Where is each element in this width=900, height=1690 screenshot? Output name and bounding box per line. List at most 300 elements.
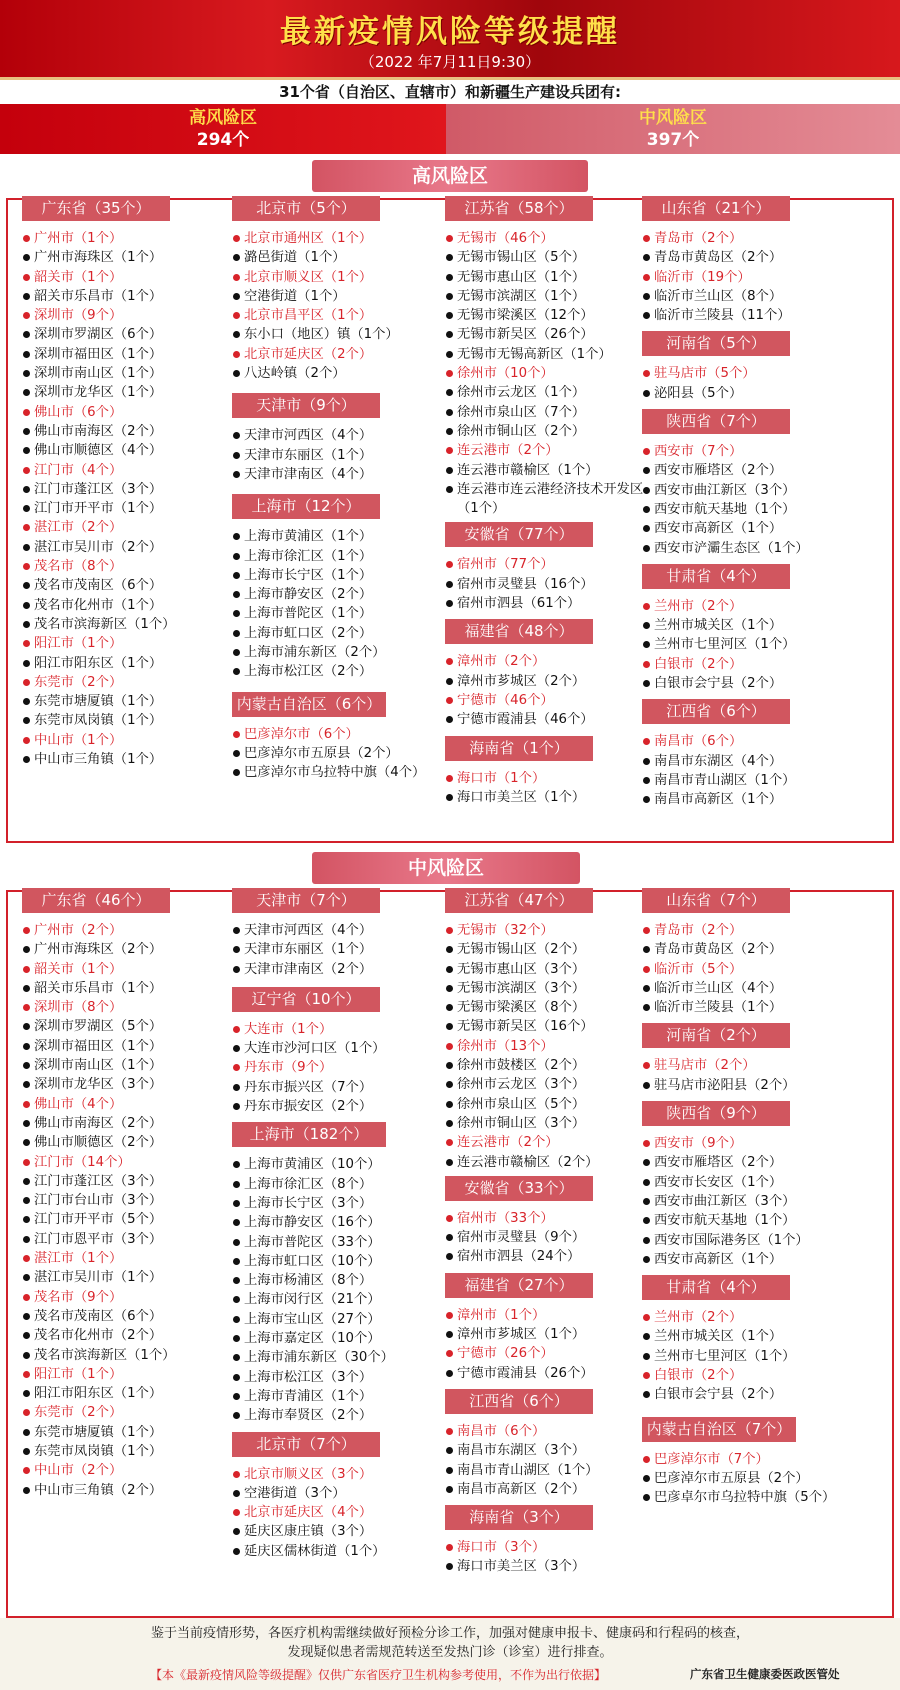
item-label: 西安市浐灞生态区（1个） — [654, 540, 809, 556]
district-item — [445, 403, 655, 422]
item-label: 无锡市锡山区（5个） — [457, 250, 586, 266]
district-item — [232, 1213, 452, 1232]
city-item — [445, 1538, 655, 1557]
province-header: 上海市（12个） — [232, 494, 380, 519]
district-item — [232, 325, 452, 344]
bullet-icon — [445, 1538, 457, 1557]
bullet-icon — [22, 1365, 34, 1384]
item-label: 深圳市罗湖区（6个） — [34, 327, 163, 343]
bullet-icon — [445, 652, 457, 671]
item-label: 无锡市锡山区（2个） — [457, 942, 586, 958]
district-item — [232, 1329, 452, 1348]
district-item — [22, 1307, 232, 1326]
bullet-icon — [445, 1557, 457, 1576]
province-group — [642, 196, 890, 325]
item-label: 南昌市青山湖区（1个） — [457, 1462, 599, 1478]
bullet-icon — [445, 769, 457, 788]
bullet-icon — [445, 480, 457, 499]
city-item — [22, 268, 232, 287]
district-item — [22, 1481, 232, 1500]
district-item — [22, 1191, 232, 1210]
district-item — [22, 1346, 232, 1365]
bullet-icon — [642, 790, 654, 809]
bullet-icon — [642, 1134, 654, 1153]
city-item — [445, 229, 655, 248]
bullet-icon — [642, 597, 654, 616]
item-label: 白银市（2个） — [654, 656, 743, 672]
bullet-icon — [232, 1020, 244, 1039]
district-item — [22, 1037, 232, 1056]
item-label: 西安市高新区（1个） — [654, 521, 783, 537]
item-label: 兰州市（2个） — [654, 598, 743, 614]
item-label: 深圳市龙华区（1个） — [34, 385, 163, 401]
bullet-icon — [642, 998, 654, 1017]
item-label: 阳江市（1个） — [34, 636, 123, 652]
city-item — [22, 229, 232, 248]
district-item — [445, 1114, 655, 1133]
city-item — [445, 1422, 655, 1441]
district-item — [232, 1484, 452, 1503]
province-header: 陕西省（7个） — [642, 409, 790, 434]
bullet-icon — [22, 1037, 34, 1056]
item-label: 上海市闵行区（21个） — [244, 1292, 381, 1308]
province-header: 内蒙古自治区（6个） — [232, 692, 386, 717]
bullet-icon — [22, 1095, 34, 1114]
bullet-icon — [642, 384, 654, 403]
city-item — [22, 673, 232, 692]
mid-column-2 — [232, 888, 452, 1561]
issuer: 广东省卫生健康委医政医管处 — [690, 1667, 840, 1681]
city-item — [22, 998, 232, 1017]
district-item — [232, 1175, 452, 1194]
item-label: 临沂市兰山区（8个） — [654, 288, 783, 304]
item-label: 南昌市高新区（1个） — [654, 792, 783, 808]
bullet-icon — [642, 1450, 654, 1469]
item-label: 白银市会宁县（2个） — [654, 1387, 783, 1403]
bullet-icon — [232, 1078, 244, 1097]
bullet-icon — [445, 594, 457, 613]
item-label: 南昌市东湖区（3个） — [457, 1443, 586, 1459]
item-label: 连云港市赣榆区（1个） — [457, 462, 599, 478]
province-group — [22, 196, 232, 769]
bullet-icon — [22, 921, 34, 940]
district-item — [232, 1348, 452, 1367]
province-header: 安徽省（77个） — [445, 522, 593, 547]
item-label: 南昌市东湖区（4个） — [654, 753, 783, 769]
intro-text: 31个省（自治区、直辖市）和新疆生产建设兵团有: — [279, 83, 621, 101]
city-item — [22, 921, 232, 940]
item-label: 江门市台山市（3个） — [34, 1193, 163, 1209]
city-item — [22, 1249, 232, 1268]
district-item — [232, 1387, 452, 1406]
city-item — [642, 1366, 890, 1385]
district-item — [445, 1557, 655, 1576]
district-item — [22, 596, 232, 615]
high-column-2 — [232, 196, 452, 783]
bullet-icon — [22, 1056, 34, 1075]
item-label: 上海市浦东新区（2个） — [244, 645, 386, 661]
bullet-icon — [642, 442, 654, 461]
district-item — [22, 345, 232, 364]
district-item — [445, 1075, 655, 1094]
district-item — [445, 1247, 655, 1266]
district-item — [232, 1290, 452, 1309]
district-item — [445, 306, 655, 325]
city-item — [22, 731, 232, 750]
bullet-icon — [445, 1247, 457, 1266]
bullet-icon — [232, 1310, 244, 1329]
city-item — [232, 1020, 452, 1039]
bullet-icon — [445, 1306, 457, 1325]
item-label: 西安市（7个） — [654, 444, 743, 460]
item-label: 江门市（14个） — [34, 1154, 131, 1170]
province-group — [445, 196, 655, 518]
item-label: 海口市美兰区（1个） — [457, 789, 586, 805]
item-label: 巴彦淖尔市五原县（2个） — [244, 745, 399, 761]
item-label: 西安市国际港务区（1个） — [654, 1232, 809, 1248]
bullet-icon — [22, 518, 34, 537]
item-label: 大连市（1个） — [244, 1021, 333, 1037]
bullet-icon — [22, 1307, 34, 1326]
item-label: 徐州市铜山区（3个） — [457, 1115, 586, 1131]
district-item — [642, 771, 890, 790]
bullet-icon — [445, 555, 457, 574]
bullet-icon — [445, 248, 457, 267]
district-item — [22, 1230, 232, 1249]
item-label: 阳江市阳东区（1个） — [34, 655, 163, 671]
district-item — [232, 921, 452, 940]
bullet-icon — [445, 403, 457, 422]
bullet-icon — [232, 1542, 244, 1561]
bullet-icon — [232, 624, 244, 643]
district-item — [22, 615, 232, 634]
bullet-icon — [445, 575, 457, 594]
district-item — [445, 960, 655, 979]
province-header: 天津市（9个） — [232, 393, 380, 418]
bullet-icon — [445, 1114, 457, 1133]
province-group — [642, 1275, 890, 1404]
item-label: 南昌市（6个） — [654, 734, 743, 750]
item-label: 漳州市（2个） — [457, 654, 546, 670]
district-item — [642, 1231, 890, 1250]
district-item — [445, 1480, 655, 1499]
item-label: 茂名市茂南区（6个） — [34, 578, 163, 594]
bullet-icon — [642, 481, 654, 500]
bullet-icon — [22, 306, 34, 325]
item-label: 韶关市乐昌市（1个） — [34, 288, 163, 304]
item-label: 北京市昌平区（1个） — [244, 308, 373, 324]
item-label: 天津市东丽区（1个） — [244, 942, 373, 958]
district-item — [22, 576, 232, 595]
item-label: 无锡市新吴区（26个） — [457, 327, 594, 343]
item-label: 巴彦淖尔市五原县（2个） — [654, 1470, 809, 1486]
item-label: 无锡市（32个） — [457, 923, 554, 938]
bullet-icon — [642, 921, 654, 940]
item-label: 茂名市滨海新区（1个） — [34, 616, 176, 632]
province-group — [445, 1176, 655, 1267]
item-label: 白银市会宁县（2个） — [654, 676, 783, 692]
district-item — [445, 248, 655, 267]
item-label: 中山市（1个） — [34, 732, 123, 748]
bullet-icon — [232, 1503, 244, 1522]
city-item — [22, 1153, 232, 1172]
item-label: 无锡市梁溪区（8个） — [457, 1000, 586, 1016]
high-risk-count: 294个 — [196, 130, 250, 150]
district-item — [445, 594, 655, 613]
bullet-icon — [232, 744, 244, 763]
province-header: 河南省（5个） — [642, 331, 790, 356]
bullet-icon — [22, 1230, 34, 1249]
bullet-icon — [232, 1406, 244, 1425]
item-label: 漳州市芗城区（2个） — [457, 673, 586, 689]
city-item — [22, 1365, 232, 1384]
item-label: 临沂市兰山区（4个） — [654, 980, 783, 996]
province-group — [22, 888, 232, 1500]
city-item — [642, 1056, 890, 1075]
province-header: 江西省（6个） — [445, 1389, 593, 1414]
city-item — [22, 557, 232, 576]
item-label: 宁德市霞浦县（26个） — [457, 1365, 594, 1381]
district-item — [445, 575, 655, 594]
item-label: 徐州市泉山区（7个） — [457, 404, 586, 420]
item-label: 江门市（4个） — [34, 462, 123, 478]
item-label: 丹东市振安区（2个） — [244, 1099, 373, 1115]
mid-column-3 — [445, 888, 655, 1577]
city-item — [445, 555, 655, 574]
item-label: 西安市航天基地（1个） — [654, 1213, 796, 1229]
province-header: 江西省（6个） — [642, 699, 790, 724]
item-label: 湛江市（2个） — [34, 520, 123, 536]
province-header: 辽宁省（10个） — [232, 987, 380, 1012]
province-group — [642, 1417, 890, 1508]
bullet-icon — [232, 1348, 244, 1367]
bullet-icon — [445, 287, 457, 306]
bullet-icon — [232, 725, 244, 744]
district-item — [22, 1114, 232, 1133]
bullet-icon — [232, 465, 244, 484]
item-label: 巴彦淖尔市乌拉特中旗（4个） — [244, 765, 426, 781]
item-label: 上海市普陀区（33个） — [244, 1234, 381, 1250]
bullet-icon — [642, 1347, 654, 1366]
bullet-icon — [22, 750, 34, 769]
district-item — [22, 1056, 232, 1075]
item-label: 大连市沙河口区（1个） — [244, 1041, 386, 1057]
bullet-icon — [642, 287, 654, 306]
item-label: 兰州市（2个） — [654, 1310, 743, 1326]
district-item — [642, 790, 890, 809]
district-item — [22, 692, 232, 711]
province-header: 江苏省（47个） — [445, 888, 593, 913]
district-item — [642, 1153, 890, 1172]
bullet-icon — [445, 998, 457, 1017]
district-item — [642, 384, 890, 403]
city-item — [642, 1308, 890, 1327]
district-item — [445, 1441, 655, 1460]
item-label: 无锡市滨湖区（3个） — [457, 980, 586, 996]
bullet-icon — [22, 1481, 34, 1500]
bullet-icon — [232, 1465, 244, 1484]
bullet-icon — [445, 1133, 457, 1152]
high-risk-summary — [0, 104, 446, 154]
district-item — [22, 480, 232, 499]
province-group — [642, 564, 890, 693]
item-label: 西安市雁塔区（2个） — [654, 463, 783, 479]
city-item — [22, 1403, 232, 1422]
city-item — [232, 345, 452, 364]
district-item — [642, 674, 890, 693]
bullet-icon — [22, 403, 34, 422]
district-item — [22, 499, 232, 518]
bullet-icon — [232, 1522, 244, 1541]
province-header: 河南省（2个） — [642, 1023, 790, 1048]
district-item — [22, 1384, 232, 1403]
province-group — [445, 1389, 655, 1499]
bullet-icon — [22, 461, 34, 480]
bullet-icon — [445, 422, 457, 441]
province-header: 广东省（46个） — [22, 888, 170, 913]
bullet-icon — [232, 585, 244, 604]
item-label: 泌阳县（5个） — [654, 385, 743, 401]
district-item — [232, 287, 452, 306]
province-header: 广东省（35个） — [22, 196, 170, 221]
item-label: 江门市蓬江区（3个） — [34, 481, 163, 497]
bullet-icon — [232, 1194, 244, 1213]
district-item — [445, 1325, 655, 1344]
item-label: 深圳市龙华区（3个） — [34, 1077, 163, 1093]
district-item — [642, 979, 890, 998]
province-group — [232, 888, 452, 979]
bullet-icon — [445, 672, 457, 691]
province-group — [232, 692, 452, 783]
item-label: 临沂市兰陵县（11个） — [654, 308, 791, 324]
page-title: 最新疫情风险等级提醒 — [280, 14, 620, 50]
district-item — [642, 248, 890, 267]
bullet-icon — [642, 364, 654, 383]
province-header: 甘肃省（4个） — [642, 564, 790, 589]
item-label: 上海市宝山区（27个） — [244, 1311, 381, 1327]
item-label: 上海市虹口区（10个） — [244, 1253, 381, 1269]
city-item — [445, 1306, 655, 1325]
district-item — [22, 1268, 232, 1287]
district-item — [232, 1310, 452, 1329]
bullet-icon — [445, 1461, 457, 1480]
district-item — [445, 710, 655, 729]
item-label: 徐州市铜山区（2个） — [457, 423, 586, 439]
district-item — [642, 1347, 890, 1366]
mid-risk-summary — [446, 104, 900, 154]
item-label: 徐州市（13个） — [457, 1038, 554, 1054]
item-label: 宿州市（77个） — [457, 557, 554, 573]
bullet-icon — [642, 1076, 654, 1095]
item-label: 兰州市七里河区（1个） — [654, 637, 796, 653]
district-item — [642, 1173, 890, 1192]
bullet-icon — [445, 325, 457, 344]
bullet-icon — [232, 364, 244, 383]
item-label: 兰州市城关区（1个） — [654, 1329, 783, 1345]
mid-risk-label: 中风险区 — [639, 108, 707, 128]
bullet-icon — [232, 566, 244, 585]
item-label: 漳州市（1个） — [457, 1307, 546, 1323]
item-label: 宿州市灵璧县（16个） — [457, 576, 594, 592]
item-label: 广州市海珠区（2个） — [34, 942, 163, 958]
bullet-icon — [642, 752, 654, 771]
district-item — [232, 604, 452, 623]
district-item — [232, 248, 452, 267]
bullet-icon — [232, 1213, 244, 1232]
province-header: 海南省（3个） — [445, 1505, 593, 1530]
bullet-icon — [642, 1308, 654, 1327]
item-label: 宁德市（26个） — [457, 1346, 554, 1362]
bullet-icon — [642, 1192, 654, 1211]
item-label: 空港街道（1个） — [244, 288, 346, 304]
city-item — [22, 960, 232, 979]
bullet-icon — [232, 763, 244, 782]
bullet-icon — [642, 1056, 654, 1075]
notice-line-1: 鉴于当前疫情形势，各医疗机构需继续做好预检分诊工作，加强对健康申报卡、健康码和行程码的核查， — [150, 1626, 749, 1641]
bullet-icon — [22, 325, 34, 344]
city-item — [642, 268, 890, 287]
item-label: 连云港市连云港经济技术开发区（1个） — [457, 481, 644, 517]
high-column-4 — [642, 196, 890, 810]
district-item — [445, 1364, 655, 1383]
item-label: 韶关市（1个） — [34, 961, 123, 977]
district-item — [232, 1155, 452, 1174]
item-label: 潞邑街道（1个） — [244, 250, 346, 266]
bullet-icon — [642, 979, 654, 998]
bullet-icon — [232, 960, 244, 979]
bullet-icon — [642, 1153, 654, 1172]
province-group — [642, 1023, 890, 1095]
item-label: 西安市长安区（1个） — [654, 1174, 783, 1190]
item-label: 茂名市茂南区（6个） — [34, 1308, 163, 1324]
province-group — [445, 522, 655, 613]
bullet-icon — [22, 1346, 34, 1365]
bullet-icon — [232, 1039, 244, 1058]
bullet-icon — [22, 1114, 34, 1133]
item-label: 北京市延庆区（2个） — [244, 346, 373, 362]
province-header: 上海市（182个） — [232, 1122, 386, 1147]
district-item — [232, 364, 452, 383]
bullet-icon — [642, 519, 654, 538]
bullet-icon — [232, 1271, 244, 1290]
item-label: 茂名市化州市（1个） — [34, 597, 163, 613]
item-label: 天津市东丽区（1个） — [244, 447, 373, 463]
district-item — [445, 672, 655, 691]
item-label: 广州市（2个） — [34, 923, 123, 938]
province-header: 内蒙古自治区（7个） — [642, 1417, 796, 1442]
item-label: 茂名市（8个） — [34, 559, 123, 575]
item-label: 东小口（地区）镇（1个） — [244, 327, 399, 343]
bullet-icon — [232, 1175, 244, 1194]
bullet-icon — [445, 1344, 457, 1363]
district-item — [22, 750, 232, 769]
district-item — [445, 1228, 655, 1247]
item-label: 西安市曲江新区（3个） — [654, 482, 796, 498]
item-label: 中山市三角镇（2个） — [34, 1482, 163, 1498]
bullet-icon — [445, 1095, 457, 1114]
bullet-icon — [232, 229, 244, 248]
district-item — [232, 1078, 452, 1097]
item-label: 白银市（2个） — [654, 1368, 743, 1384]
bullet-icon — [22, 596, 34, 615]
bullet-icon — [445, 345, 457, 364]
district-item — [445, 383, 655, 402]
bullet-icon — [642, 248, 654, 267]
province-group — [445, 888, 655, 1172]
district-item — [22, 325, 232, 344]
district-item — [642, 1076, 890, 1095]
bullet-icon — [642, 268, 654, 287]
